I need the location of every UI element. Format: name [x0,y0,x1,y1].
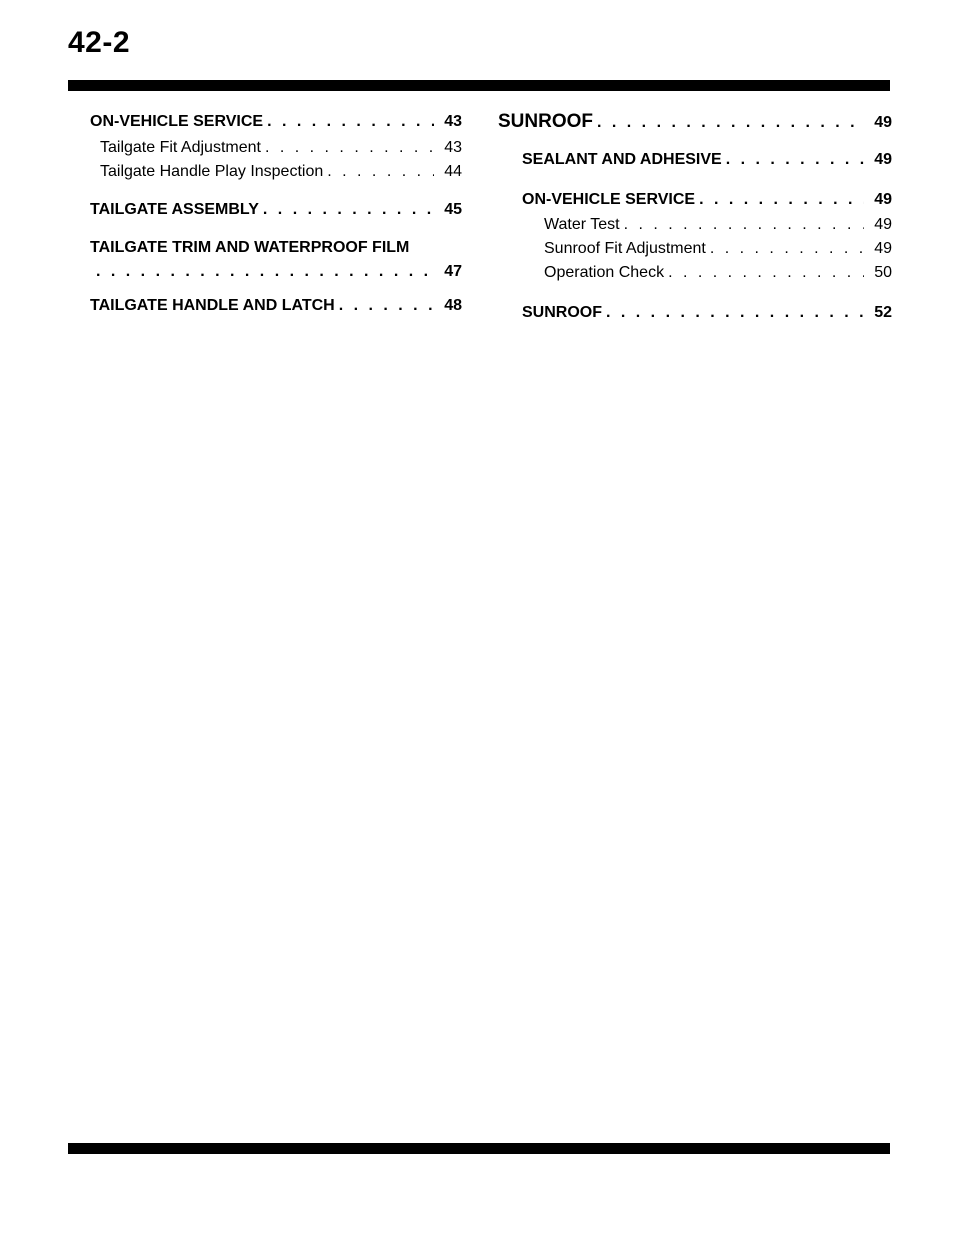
toc-entry-label: TAILGATE TRIM AND WATERPROOF FILM [90,239,410,256]
toc-entry-tailgate-handle-play-inspection[interactable] [90,160,462,184]
toc-entry-page: 43 [444,113,462,130]
toc-entry-page: 43 [444,139,462,156]
dot-leader [267,110,434,134]
toc-entry-page: 49 [874,240,892,257]
top-rule [68,80,890,91]
toc-entry-page: 47 [444,263,462,280]
toc-entry-label: Sunroof Fit Adjustment [544,240,706,257]
toc-entry-water-test[interactable] [498,213,892,237]
dot-leader [339,294,434,318]
dot-leader [668,261,864,285]
dot-leader [699,188,864,212]
dot-leader [263,198,434,222]
toc-entry-operation-check[interactable] [498,261,892,285]
bottom-rule [68,1143,890,1154]
toc-entry-label: Water Test [544,216,620,233]
dot-leader [96,260,434,284]
toc-section-sunroof[interactable] [498,110,892,134]
toc-entry-label: SEALANT AND ADHESIVE [522,151,722,168]
toc-entry-label: SUNROOF [498,111,593,132]
toc-entry-tailgate-handle-latch[interactable] [90,294,462,318]
dot-leader [265,136,434,160]
toc-entry-on-vehicle-service[interactable] [498,188,892,212]
toc-entry-label: TAILGATE ASSEMBLY [90,201,259,218]
toc-entry-label: Tailgate Fit Adjustment [100,139,261,156]
dot-leader [710,237,864,261]
toc-entry-page: 49 [874,114,892,131]
toc-entry-page: 48 [444,297,462,314]
dot-leader [624,213,864,237]
dot-leader [726,148,864,172]
toc-entry-page: 52 [874,304,892,321]
toc-entry-tailgate-assembly[interactable] [90,198,462,222]
toc-entry-page: 44 [444,163,462,180]
toc-entry-label: ON-VEHICLE SERVICE [522,191,696,208]
dot-leader [327,160,434,184]
toc-entry-label: TAILGATE HANDLE AND LATCH [90,297,335,314]
toc-entry-sunroof[interactable] [498,301,892,325]
toc-entry-sealant-adhesive[interactable] [498,148,892,172]
toc-entry-page: 49 [874,216,892,233]
toc-entry-label: Tailgate Handle Play Inspection [100,163,324,180]
toc-entry-page: 45 [444,201,462,218]
dot-leader [597,111,864,135]
dot-leader [606,301,864,325]
page-number: 42-2 [68,26,131,59]
toc-entry-tailgate-fit-adjustment[interactable] [90,136,462,160]
toc-entry-label: Operation Check [544,264,665,281]
toc-entry-page: 49 [874,151,892,168]
toc-entry-label: SUNROOF [522,304,602,321]
toc-entry-page: 49 [874,191,892,208]
toc-entry-page: 50 [874,264,892,281]
toc-entry-label: ON-VEHICLE SERVICE [90,113,264,130]
toc-entry-continuation [90,260,462,284]
toc-entry-on-vehicle-service[interactable] [90,110,462,134]
toc-entry-tailgate-trim-waterproof-film[interactable] [90,236,462,284]
toc-entry-sunroof-fit-adjustment[interactable] [498,237,892,261]
